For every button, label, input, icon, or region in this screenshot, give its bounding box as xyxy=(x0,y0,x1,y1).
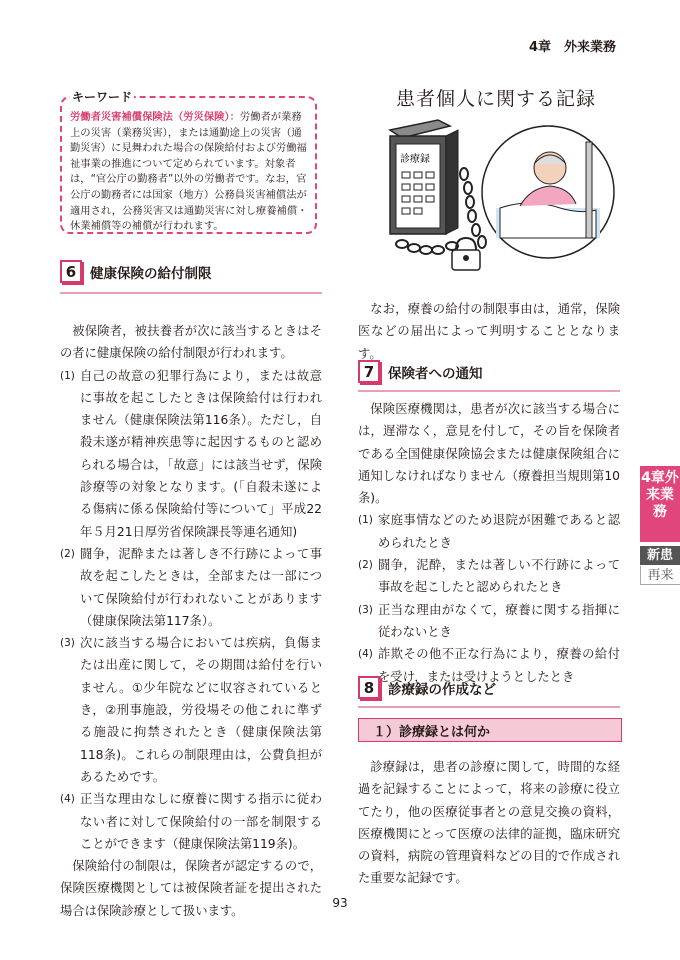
divider xyxy=(60,292,322,294)
list-item: (3) 正当な理由がなくて，療養に関する指揮に従わないとき xyxy=(358,602,620,639)
section-title: 保険者への通知 xyxy=(388,365,483,382)
tab-new-patient[interactable]: 新患 xyxy=(640,546,680,565)
left-column-text xyxy=(60,320,322,922)
chapter-side-tab[interactable]: 4章外来業務 xyxy=(640,466,680,542)
section-number: 6 xyxy=(60,260,82,283)
section-7-heading xyxy=(358,360,483,383)
record-book-icon xyxy=(390,120,458,234)
divider xyxy=(358,706,620,708)
list-item: (4) 詐欺その他不正な行為により，療養の給付を受け，または受けようとしたとき xyxy=(358,647,620,684)
medical-record-illustration xyxy=(372,112,618,282)
section-title: 健康保険の給付制限 xyxy=(90,265,212,282)
patient-bubble-icon xyxy=(482,126,614,258)
section-number: 7 xyxy=(358,360,380,383)
right-continuation-text: なお，療養の給付の制限事由は，通常，保険医などの届出によって判明することとなります。 xyxy=(358,302,620,361)
section-7-text: 保険医療機関は，患者が次に該当する場合には，遅滞なく，意見を付して，その旨を保険者である全国健康保険協会または健康保険組合に通知しなければなりません（療養担当規則第10条)。 (1) 家庭事情などのため退院が困難であると認められたとき (2) 闘争，泥酔，または著しい不行跡によって事故を起こしたと認められたとき (3) 正当な理由がなくて，療養に関する指揮に従わないとき (4) 詐欺その他不正な行為により，療養の給付を受け，または受けようとしたとき xyxy=(358,398,620,688)
chapter-header: 4章 外来業務 xyxy=(528,40,616,55)
section-6-heading xyxy=(60,260,212,283)
illustration-title: 患者個人に関する記録 xyxy=(396,88,597,110)
divider xyxy=(358,390,620,392)
list-item: (3) 次に該当する場合においては疾病，負傷または出産に関して，その期間は給付を行いません。①少年院などに収容されているとき，②刑事施設，労役場その他これに準ずる施設に拘禁されたとき（健康保険法第118条)。これらの制限理由は，公費負担があるためです。 xyxy=(60,636,322,784)
section-8-text: 診療録は，患者の診療に関して，時間的な経過を記録することによって，将来の診療に役立てたり，他の医療従事者との意見交換の資料，医療機関にとって医療の法律的証拠，臨床研究の資料，病院の管理資料などの目的で作成された重要な記録です。 xyxy=(358,760,620,886)
page-number: 93 xyxy=(332,896,348,910)
list-item: (2) 闘争，泥酔または著しき不行跡によって事故を起こしたときは，全部または一部について保険給付が行われないことがあります（健康保険法第117条）。 xyxy=(60,546,322,628)
subsection-heading: １）診療録とは何か xyxy=(358,718,622,742)
tab-return-patient[interactable]: 再来 xyxy=(640,566,680,585)
list-item: (1) 自己の故意の犯罪行為により，または故意に事故を起こしたときは保険給付は行われません（健康保険法第116条）。ただし，自殺未遂が精神疾患等に起因するものと認められる場合は，「故意」には該当せず，保険診療等の対象となります。(「自殺未遂による傷病に係る保険給付等について」平成22年５月21日厚労省保険課長等連名通知) xyxy=(60,368,322,539)
list-item: (2) 闘争，泥酔，または著しい不行跡によって事故を起こしたと認められたとき xyxy=(358,558,620,595)
list-item: (4) 正当な理由なしに療養に関する指示に従わない者に対して保険給付の一部を制限することができます（健康保険法第119条)。 xyxy=(60,792,322,851)
closing-paragraph: 保険給付の制限は，保険者が認定するので，保険医療機関としては被保険者証を提出された場合は保険診療として扱います。 xyxy=(60,859,322,918)
keyword-title: キーワード xyxy=(72,90,133,104)
section-number: 8 xyxy=(358,676,380,699)
intro-paragraph: 被保険者，被扶養者が次に該当するときはその者に健康保険の給付制限が行われます。 xyxy=(60,324,322,361)
section-title: 診療録の作成など xyxy=(388,681,496,698)
keyword-text: ：労働者が業務上の災害（業務災害），または通勤途上の災害（通勤災害）に見舞われた場合の保険給付および労働福祉事業の推進について定められています。対象者は，“官公庁の勤務者”以外の労働者です。なお，官公庁の勤務者には国家（地方）公務員災害補償法が適用され，公務災害又は通勤災害に対し療養補償・休業補償等の補償が行われます。 xyxy=(70,111,308,233)
keyword-body xyxy=(70,110,309,235)
keyword-term: 労働者災害補償保険法（労災保険） xyxy=(70,111,230,123)
list-item: (1) 家庭事情などのため退院が困難であると認められたとき xyxy=(358,513,620,550)
book-label: 診療録 xyxy=(400,154,430,165)
section-8-heading xyxy=(358,676,496,699)
keyword-box xyxy=(60,90,317,234)
